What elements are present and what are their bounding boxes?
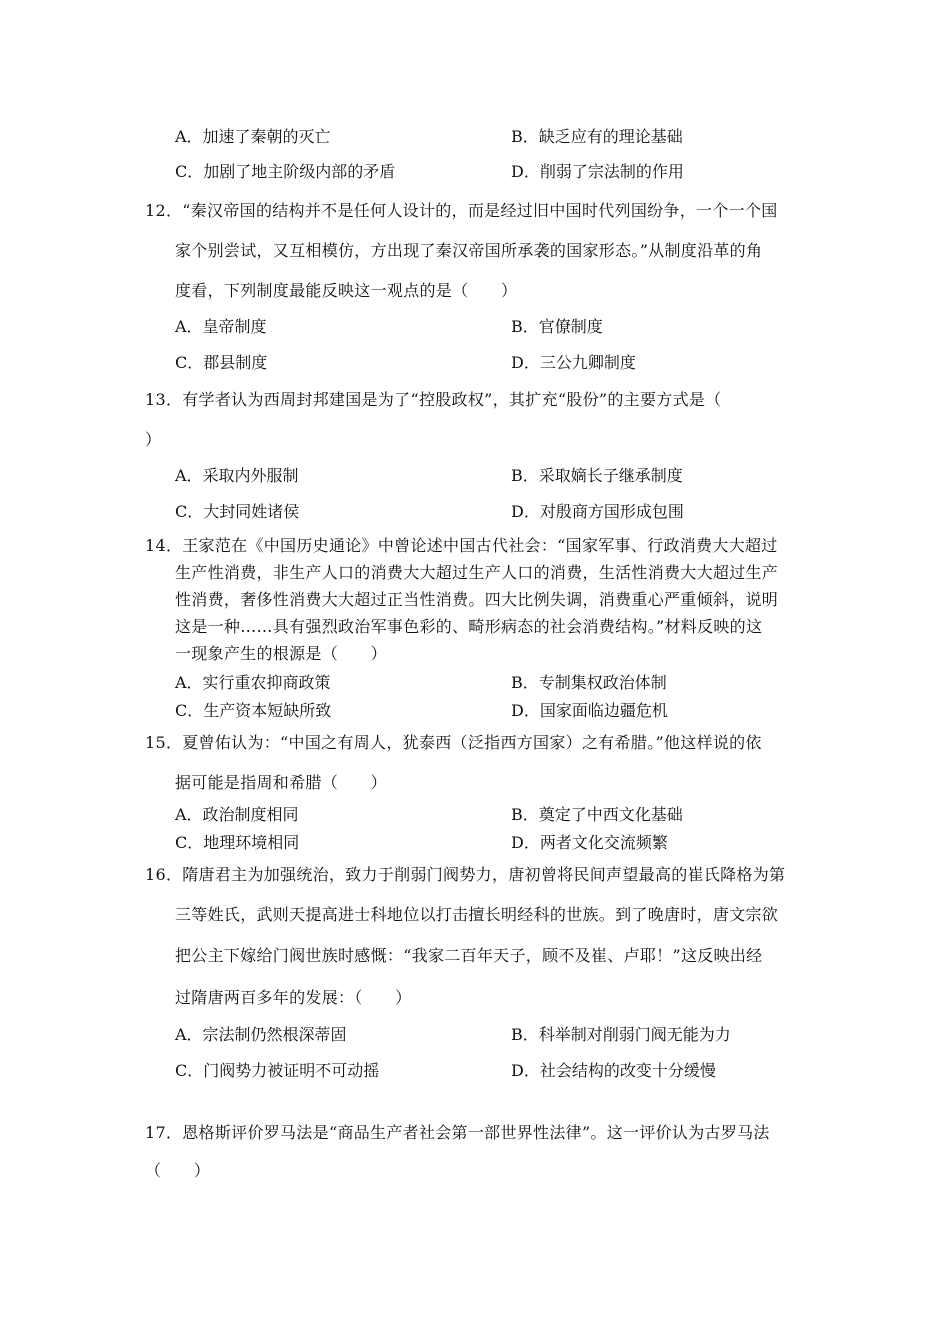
q13-stem-line-1: 13．有学者认为西周封邦建国是为了“控股政权”，其扩充“股份”的主要方式是（ (145, 390, 722, 409)
q14-option-c[interactable]: C．生产资本短缺所致 (175, 701, 332, 720)
q14-stem-line-3: 性消费，奢侈性消费大大超过正当性消费。四大比例失调，消费重心严重倾斜，说明 (175, 590, 779, 609)
q13-option-b[interactable]: B．采取嫡长子继承制度 (511, 466, 683, 485)
q11-option-b[interactable]: B．缺乏应有的理论基础 (511, 127, 683, 146)
q16-option-d[interactable]: D．社会结构的改变十分缓慢 (511, 1061, 716, 1080)
q13-option-a[interactable]: A．采取内外服制 (175, 466, 299, 485)
q12-option-d[interactable]: D．三公九卿制度 (511, 353, 636, 372)
q12-option-b[interactable]: B．官僚制度 (511, 317, 603, 336)
q15-stem-line-1: 15．夏曾佑认为：“中国之有周人，犹泰西（泛指西方国家）之有希腊。”他这样说的依 (145, 733, 762, 752)
q14-stem-line-1: 14．王家范在《中国历史通论》中曾论述中国古代社会：“国家军事、行政消费大大超过 (145, 536, 778, 555)
q13-option-c[interactable]: C．大封同姓诸侯 (175, 502, 300, 521)
q15-option-c[interactable]: C．地理环境相同 (175, 833, 300, 852)
q16-stem-line-2: 三等姓氏，武则天提高进士科地位以打击擅长明经科的世族。到了晚唐时，唐文宗欲 (175, 905, 779, 924)
q14-option-d[interactable]: D．国家面临边疆危机 (511, 701, 668, 720)
q11-option-d[interactable]: D．削弱了宗法制的作用 (511, 162, 684, 181)
q14-stem-line-2: 生产性消费，非生产人口的消费大大超过生产人口的消费，生活性消费大大超过生产 (175, 563, 779, 582)
q16-stem-line-1: 16．隋唐君主为加强统治，致力于削弱门阀势力，唐初曾将民间声望最高的崔氏降格为第 (145, 865, 786, 884)
q16-option-b[interactable]: B．科举制对削弱门阀无能为力 (511, 1025, 731, 1044)
q15-stem-line-2: 据可能是指周和希腊（ ） (175, 773, 387, 792)
q11-option-c[interactable]: C．加剧了地主阶级内部的矛盾 (175, 162, 396, 181)
q13-stem-line-2: ） (145, 430, 162, 449)
q14-stem-line-4: 这是一种……具有强烈政治军事色彩的、畸形病态的社会消费结构。”材料反映的这 (175, 617, 763, 636)
q14-option-b[interactable]: B．专制集权政治体制 (511, 673, 667, 692)
q11-option-a[interactable]: A．加速了秦朝的灭亡 (175, 127, 331, 146)
q16-option-a[interactable]: A．宗法制仍然根深蒂固 (175, 1025, 347, 1044)
q14-stem-line-5: 一现象产生的根源是（ ） (175, 644, 387, 663)
q13-option-d[interactable]: D．对殷商方国形成包围 (511, 502, 684, 521)
q14-option-a[interactable]: A．实行重农抑商政策 (175, 673, 331, 692)
q16-stem-line-3: 把公主下嫁给门阀世族时感慨：“我家二百年天子，顾不及崔、卢耶！”这反映出经 (175, 946, 763, 965)
q15-option-b[interactable]: B．奠定了中西文化基础 (511, 805, 683, 824)
q12-option-c[interactable]: C．郡县制度 (175, 353, 268, 372)
q16-option-c[interactable]: C．门阀势力被证明不可动摇 (175, 1061, 380, 1080)
q17-stem-line-2: （ ） (145, 1161, 211, 1180)
q12-stem-line-3: 度看，下列制度最能反映这一观点的是（ ） (175, 281, 518, 300)
q16-stem-line-4: 过隋唐两百多年的发展：（ ） (175, 988, 412, 1007)
q12-option-a[interactable]: A．皇帝制度 (175, 317, 267, 336)
q15-option-d[interactable]: D．两者文化交流频繁 (511, 833, 668, 852)
q17-stem-line-1: 17．恩格斯评价罗马法是“商品生产者社会第一部世界性法律”。这一评价认为古罗马法 (145, 1123, 770, 1142)
q12-stem-line-1: 12．“秦汉帝国的结构并不是任何人设计的，而是经过旧中国时代列国纷争，一个一个国 (145, 201, 778, 220)
q12-stem-line-2: 家个别尝试，又互相模仿，方出现了秦汉帝国所承袭的国家形态。”从制度沿革的角 (175, 241, 763, 260)
q15-option-a[interactable]: A．政治制度相同 (175, 805, 299, 824)
